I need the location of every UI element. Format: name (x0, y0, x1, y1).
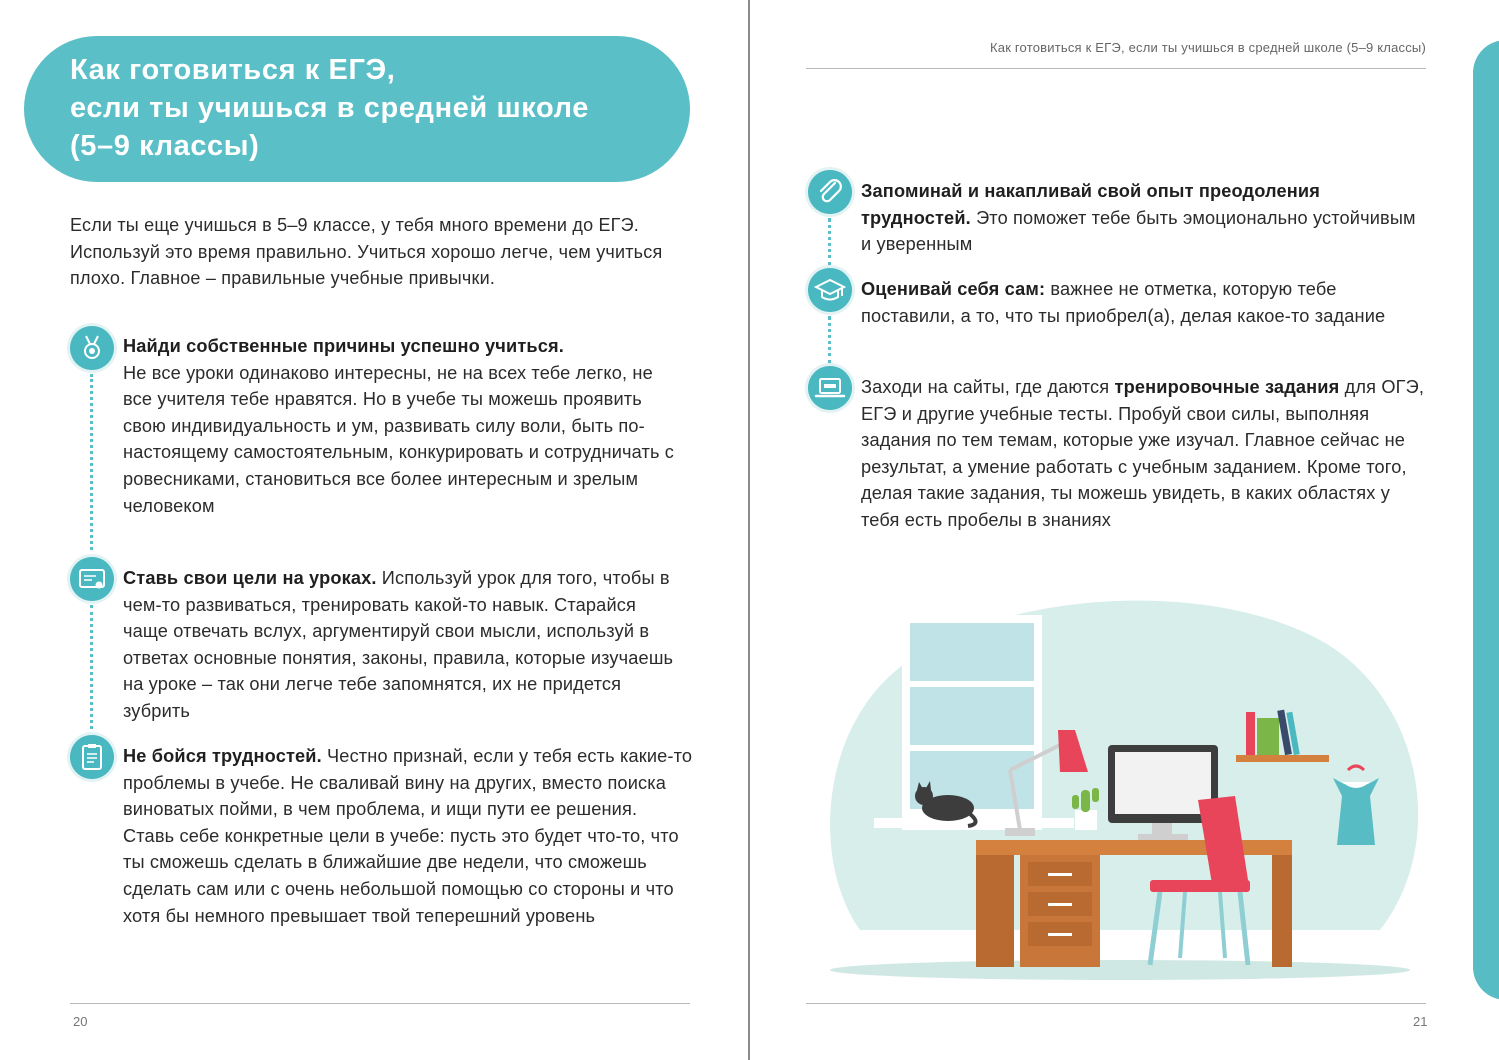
laptop-icon (808, 366, 852, 410)
medal-icon (70, 326, 114, 370)
certificate-icon (70, 557, 114, 601)
clipboard-icon (70, 735, 114, 779)
title-line-1: Как готовиться к ЕГЭ, (70, 54, 396, 86)
item-text: Не все уроки одинаково интересны, не на всех тебе легко, не все учителя тебе нравятся. Но в учебе ты можешь проявить свою индивидуальность и ум, развивать силу воли, быть по-настоящему самостоятельным, конкурировать и сотрудничать с ровесниками, становиться все более интересным и зрелым человеком (123, 362, 675, 516)
timeline-dots (90, 374, 93, 550)
item-text: важнее не отметка, которую тебе поставили, а то, что ты приобрел(а), делая какое-то задание (861, 279, 1386, 326)
intro-paragraph: Если ты еще учишься в 5–9 классе, у тебя много времени до ЕГЭ. Используй это время правильно. Учиться хорошо легче, чем учиться плохо. Главное – правильные учебные привычки. (70, 215, 663, 289)
item-text: для ОГЭ, ЕГЭ и другие учебные тесты. Пробуй свои силы, выполняя задания по тем темам, которые уже изучал. Главное сейчас не результат, а умение работать с учебным заданием. Кроме того, делая такие задания, ты можешь увидеть, в каких областях у тебя есть пробелы в знаниях (861, 377, 1425, 530)
timeline-dots (90, 605, 93, 729)
running-header: Как готовиться к ЕГЭ, если ты учишься в средней школе (5–9 классы) (990, 40, 1426, 55)
list-item (861, 276, 1421, 329)
graduation-cap-icon (808, 268, 852, 312)
page-number-left: 20 (73, 1014, 88, 1029)
item-text-pre: Заходи на сайты, где даются (861, 377, 1110, 397)
item-heading: Не бойся трудностей. (123, 746, 322, 766)
timeline-dots (828, 316, 831, 364)
list-item (123, 333, 683, 519)
paperclip-icon (808, 170, 852, 214)
item-text: Это поможет тебе быть эмоционально устойчивым и уверенным (861, 207, 1416, 255)
title-line-3: (5–9 классы) (70, 130, 260, 162)
item-text: Честно признай, если у тебя есть какие-то проблемы в учебе. Не сваливай вину на других, вместо поиска виноватых пойми, в чем проблема, и ищи пути ее решения. Ставь себе конкретные цели в учебе: пусть это будет что-то, что ты сможешь сделать в ближайшие две недели, что сможешь сделать сам или с очень небольшой помощью со стороны и что хотя бы немного превышает твой теперешний уровень (123, 746, 693, 926)
footer-rule (806, 1003, 1426, 1004)
list-item (861, 374, 1431, 534)
title-banner (24, 36, 690, 182)
edge-tab (1473, 40, 1499, 1000)
footer-rule (70, 1003, 690, 1004)
list-item (123, 565, 683, 725)
page-spine (748, 0, 750, 1060)
item-text: Используй урок для того, чтобы в чем-то развиваться, тренировать какой-то навык. Старайся чаще отвечать вслух, аргументируй свои мысли, используй в ответах основные понятия, законы, правила, которые изучаешь на уроке – так они легче тебе запомнятся, их не придется зубрить (123, 568, 674, 721)
list-item (861, 178, 1421, 258)
header-rule (806, 68, 1426, 69)
item-heading: Оценивай себя сам: (861, 279, 1046, 299)
item-heading: тренировочные задания (1114, 377, 1340, 397)
list-item (123, 743, 693, 929)
study-room-illustration (820, 600, 1430, 990)
page-title (70, 51, 589, 165)
item-heading: Запоминай и накапливай свой опыт преодоления трудностей. (861, 181, 1320, 228)
timeline-dots (828, 218, 831, 266)
item-heading: Ставь свои цели на уроках. (123, 568, 377, 588)
page-number-right: 21 (1413, 1014, 1428, 1029)
title-line-2: если ты учишься в средней школе (70, 92, 589, 124)
item-heading: Найди собственные причины успешно учиться. (123, 336, 564, 356)
